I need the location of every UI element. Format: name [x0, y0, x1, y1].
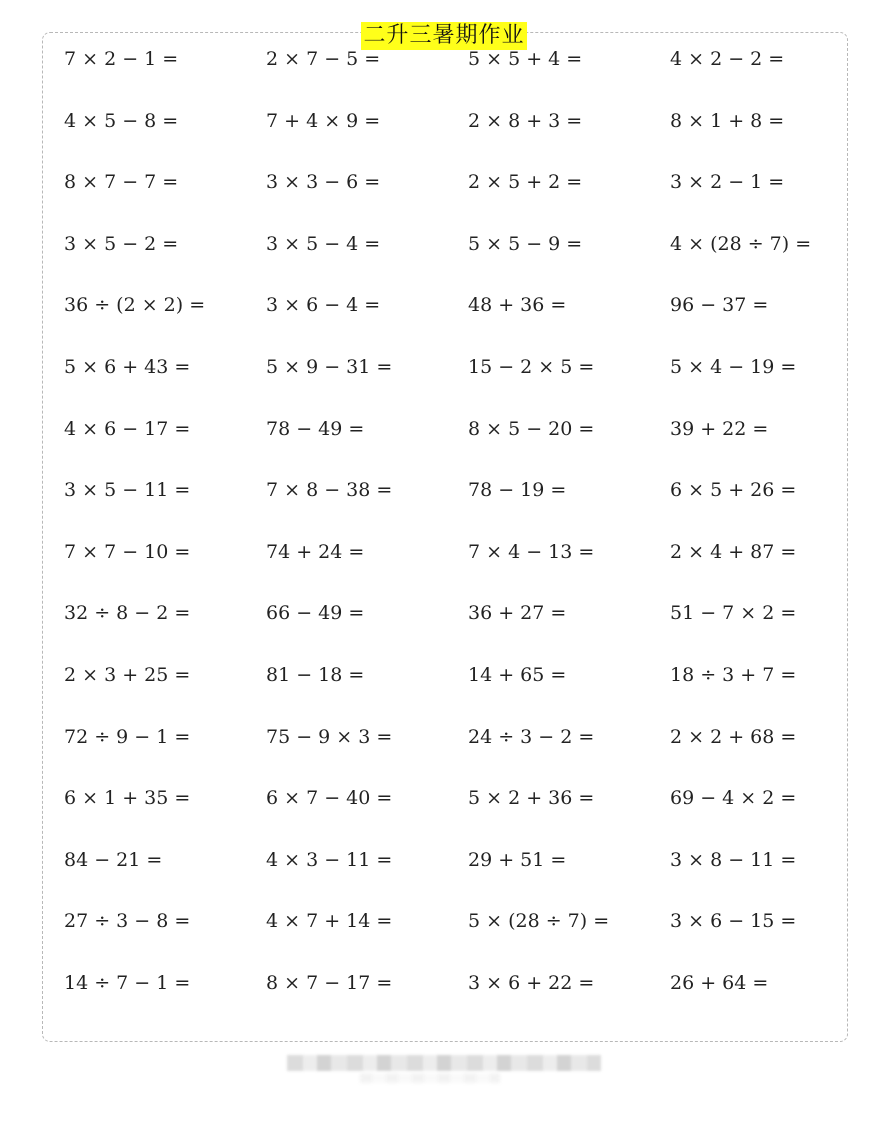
math-problem: 5 × 4 − 19 = — [670, 355, 797, 378]
math-problem: 8 × 7 − 17 = — [266, 971, 393, 994]
math-problem: 84 − 21 = — [64, 848, 163, 871]
math-problem: 78 − 19 = — [468, 479, 567, 502]
math-problem: 4 × 5 − 8 = — [64, 109, 179, 132]
math-problem: 15 − 2 × 5 = — [468, 355, 595, 378]
math-problem: 5 × 2 + 36 = — [468, 787, 595, 810]
math-problem: 4 × 6 − 17 = — [64, 417, 191, 440]
blurred-watermark-subline — [360, 1073, 500, 1083]
math-problem: 2 × 2 + 68 = — [670, 725, 797, 748]
math-problem: 75 − 9 × 3 = — [266, 725, 393, 748]
math-problem: 3 × 3 − 6 = — [266, 171, 381, 194]
math-problem: 2 × 4 + 87 = — [670, 540, 797, 563]
math-problem: 5 × (28 ÷ 7) = — [468, 910, 610, 933]
math-problem: 8 × 7 − 7 = — [64, 171, 179, 194]
math-problem: 8 × 1 + 8 = — [670, 109, 785, 132]
math-problem: 5 × 6 + 43 = — [64, 355, 191, 378]
math-problem: 3 × 5 − 2 = — [64, 232, 179, 255]
math-problem: 7 × 2 − 1 = — [64, 48, 179, 70]
math-problem: 36 ÷ (2 × 2) = — [64, 294, 206, 317]
math-problem: 78 − 49 = — [266, 417, 365, 440]
math-problem: 7 × 8 − 38 = — [266, 479, 393, 502]
math-problem: 2 × 8 + 3 = — [468, 109, 583, 132]
math-problem: 4 × 3 − 11 = — [266, 848, 393, 871]
math-problem: 5 × 9 − 31 = — [266, 355, 393, 378]
math-problem: 24 ÷ 3 − 2 = — [468, 725, 595, 748]
math-problem: 3 × 6 − 4 = — [266, 294, 381, 317]
math-problem: 8 × 5 − 20 = — [468, 417, 595, 440]
math-problem: 26 + 64 = — [670, 971, 769, 994]
math-problem: 5 × 5 − 9 = — [468, 232, 583, 255]
math-problem: 6 × 5 + 26 = — [670, 479, 797, 502]
math-problem: 7 + 4 × 9 = — [266, 109, 381, 132]
math-problem: 4 × 7 + 14 = — [266, 910, 393, 933]
math-problem: 4 × 2 − 2 = — [670, 48, 785, 70]
math-problem: 6 × 1 + 35 = — [64, 787, 191, 810]
math-problem: 3 × 5 − 4 = — [266, 232, 381, 255]
math-problem: 5 × 5 + 4 = — [468, 48, 583, 70]
math-problem: 6 × 7 − 40 = — [266, 787, 393, 810]
math-problem: 2 × 5 + 2 = — [468, 171, 583, 194]
math-problem: 96 − 37 = — [670, 294, 769, 317]
math-problem: 14 ÷ 7 − 1 = — [64, 971, 191, 994]
math-problem: 2 × 3 + 25 = — [64, 663, 191, 686]
math-problem: 3 × 6 + 22 = — [468, 971, 595, 994]
math-problem: 66 − 49 = — [266, 602, 365, 625]
math-problem: 39 + 22 = — [670, 417, 769, 440]
math-problem: 69 − 4 × 2 = — [670, 787, 797, 810]
problem-grid — [64, 45, 848, 1031]
math-problem: 3 × 6 − 15 = — [670, 910, 797, 933]
math-problem: 48 + 36 = — [468, 294, 567, 317]
math-problem: 74 + 24 = — [266, 540, 365, 563]
math-problem: 3 × 8 − 11 = — [670, 848, 797, 871]
math-problem: 4 × (28 ÷ 7) = — [670, 232, 812, 255]
math-problem: 36 + 27 = — [468, 602, 567, 625]
math-problem: 32 ÷ 8 − 2 = — [64, 602, 191, 625]
math-problem: 14 + 65 = — [468, 663, 567, 686]
math-problem: 7 × 4 − 13 = — [468, 540, 595, 563]
worksheet-title: 二升三暑期作业 — [363, 23, 525, 48]
math-problem: 18 ÷ 3 + 7 = — [670, 663, 797, 686]
math-problem: 7 × 7 − 10 = — [64, 540, 191, 563]
blurred-watermark — [287, 1055, 601, 1071]
math-problem: 27 ÷ 3 − 8 = — [64, 910, 191, 933]
math-problem: 3 × 2 − 1 = — [670, 171, 785, 194]
math-problem: 51 − 7 × 2 = — [670, 602, 797, 625]
math-problem: 3 × 5 − 11 = — [64, 479, 191, 502]
math-problem: 81 − 18 = — [266, 663, 365, 686]
math-problem: 29 + 51 = — [468, 848, 567, 871]
math-problem: 72 ÷ 9 − 1 = — [64, 725, 191, 748]
math-problem: 2 × 7 − 5 = — [266, 48, 381, 70]
